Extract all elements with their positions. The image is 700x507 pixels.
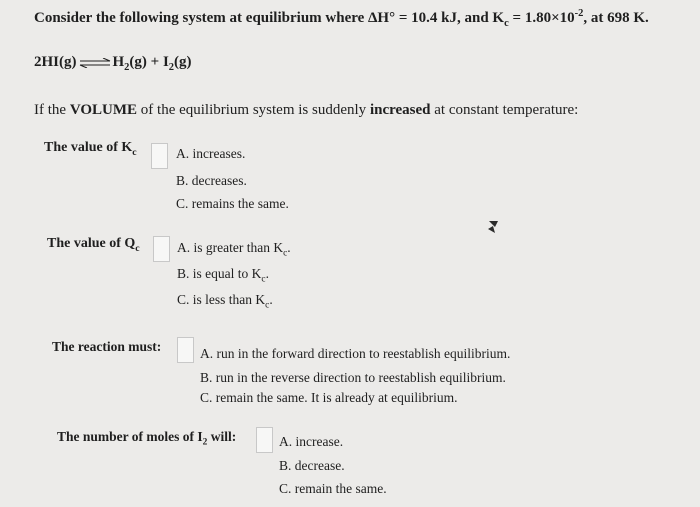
kc-exponent: -2 [574,8,584,19]
choice-kc-c: C. remains the same. [176,196,289,211]
kc-value: = 1.80×10 [508,10,575,26]
choice-qc-a: A. is greater than $K_c$. [177,240,291,259]
choice-reaction-b: B. run in the reverse direction to reestablish equilibrium. [200,370,506,385]
question-qc-label: The value of $Q_c$ [47,236,140,254]
answer-box-moles[interactable] [256,427,273,453]
choice-kc-b: B. decreases. [176,173,247,188]
answer-box-reaction[interactable] [177,337,194,363]
choice-moles-a: A. increase. [279,434,344,449]
choice-qc-c: C. is less than $K_c$. [177,292,273,311]
question-kc-label: The value of $K_c$ [44,140,137,158]
h2-subscript: 2 [124,62,130,73]
kc-subscript: c [504,18,509,29]
choice-qc-b: B. is equal to $K_c$. [177,266,269,285]
choice-reaction-c: C. remain the same. It is already at equilibrium. [200,390,458,405]
product-h2: H [112,54,125,70]
mouse-cursor-icon [486,218,500,234]
condition-prefix: If the [34,102,70,118]
condition-action: increased [369,102,431,118]
answer-box-kc[interactable] [151,143,168,169]
condition-statement [34,102,578,119]
reactant: 2HI(g) [34,54,77,70]
choice-moles-c: C. remain the same. [279,481,387,496]
answer-box-qc[interactable] [153,236,170,262]
condition-suffix: at constant temperature: [430,102,579,118]
equilibrium-arrow-icon [79,58,111,68]
choice-reaction-a: A. run in the forward direction to reestablish equilibrium. [200,346,511,361]
condition-keyword: VOLUME [69,102,138,118]
intro-prefix: Consider the following system at equilibrium where ΔH° = 10.4 kJ, and K [34,10,505,26]
choice-moles-b: B. decrease. [279,458,345,473]
reaction-equation [34,54,192,73]
question-reaction-label: The reaction must: [52,339,162,354]
condition-middle: of the equilibrium system is suddenly [137,102,370,118]
intro-suffix: , at 698 K. [583,10,649,26]
product-h2-state: (g) + I [129,54,169,70]
product-i2-state: (g) [174,54,192,70]
problem-statement [34,8,649,29]
i2-subscript: 2 [168,62,175,73]
choice-kc-a: A. increases. [176,146,246,161]
question-moles-label: The number of moles of $I_2$ will: [57,429,237,448]
